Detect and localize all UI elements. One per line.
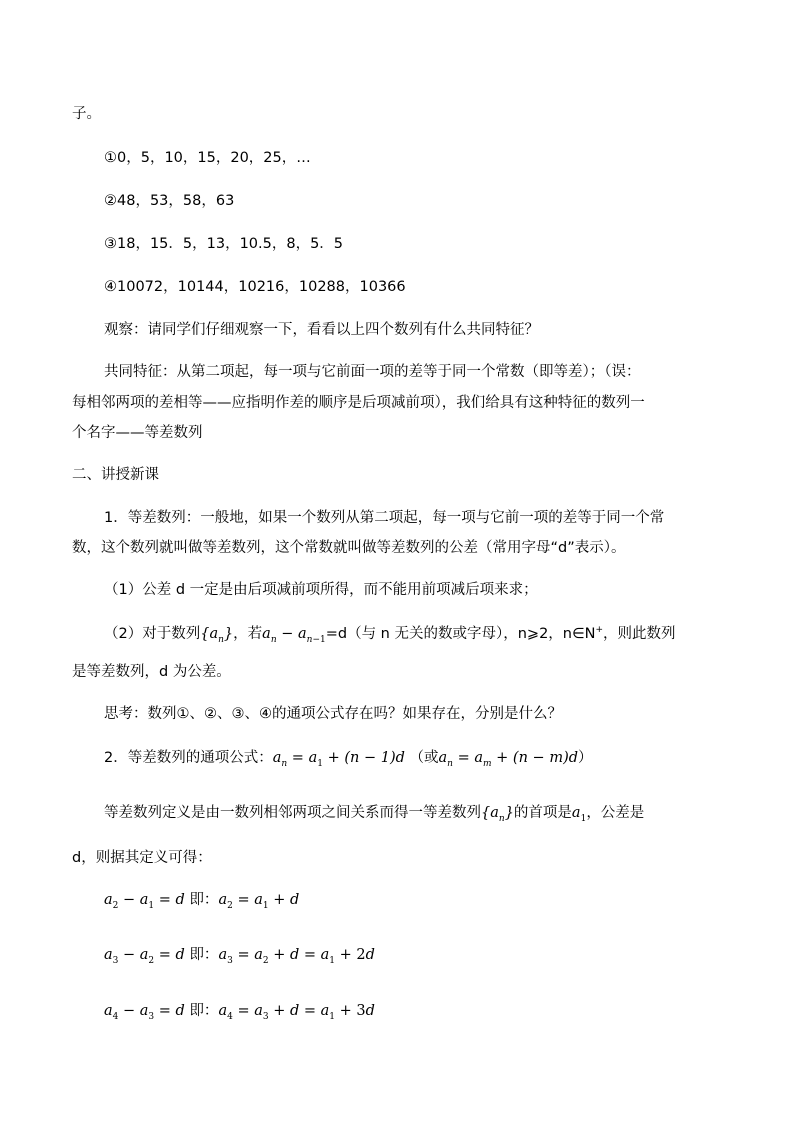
- section-heading: 二、讲授新课: [72, 467, 159, 483]
- definition-line-1: 1．等差数列：一般地，如果一个数列从第二项起，每一项与它前一项的差等于同一个常: [104, 510, 665, 526]
- think-question: 思考：数列①、②、③、④的通项公式存在吗？如果存在，分别是什么？: [104, 706, 562, 722]
- equation-line-2: $a_3 - a_2 = d$ 即：$a_3 = a_2 + d = a_1 + 2d$: [104, 947, 375, 966]
- sequence-1: ①0，5，10，15，20，25，…: [104, 150, 311, 166]
- common-feature-line-2: 每相邻两项的差相等——应指明作差的顺序是后项减前项），我们给具有这种特征的数列一: [72, 395, 645, 411]
- note-2-line-2: 是等差数列，d 为公差。: [72, 664, 231, 680]
- sequence-3: ③18，15．5，13，10.5，8，5．5: [104, 236, 344, 252]
- sequence-4: ④10072，10144，10216，10288，10366: [104, 279, 406, 295]
- note-2-line-1: （2）对于数列$\{a_n\}$，若$a_n - a_{n-1}=d$（与 n 无关的数或字母），n⩾2，n∈N+，则此数列: [104, 625, 676, 645]
- sequence-2: ②48，53，58，63: [104, 193, 235, 209]
- note-1: （1）公差 d 一定是由后项减前项所得，而不能用前项减后项来求；: [104, 582, 538, 598]
- text-line: 子。: [72, 106, 101, 122]
- equation-line-1: $a_2 - a_1 = d$ 即：$a_2 = a_1 + d$: [104, 892, 300, 911]
- derivation-intro-line-1: 等差数列定义是由一数列相邻两项之间关系而得一等差数列$\{a_n\}$的首项是$a_1$，公差是: [104, 805, 645, 824]
- common-feature-line-1: 共同特征：从第二项起，每一项与它前面一项的差等于同一个常数（即等差）；（误：: [104, 364, 641, 380]
- derivation-intro-line-2: d，则据其定义可得：: [72, 850, 212, 866]
- observe-question: 观察：请同学们仔细观察一下，看看以上四个数列有什么共同特征？: [104, 322, 539, 338]
- general-formula-line: 2．等差数列的通项公式：$a_n = a_1 + (n - 1)d$ （或$a_n = a_m + (n - m)d$）: [104, 750, 593, 769]
- equation-line-3: $a_4 - a_3 = d$ 即：$a_4 = a_3 + d = a_1 + 3d$: [104, 1003, 375, 1022]
- definition-line-2: 数，这个数列就叫做等差数列，这个常数就叫做等差数列的公差（常用字母“d”表示）。: [72, 540, 626, 556]
- common-feature-line-3: 个名字——等差数列: [72, 425, 203, 441]
